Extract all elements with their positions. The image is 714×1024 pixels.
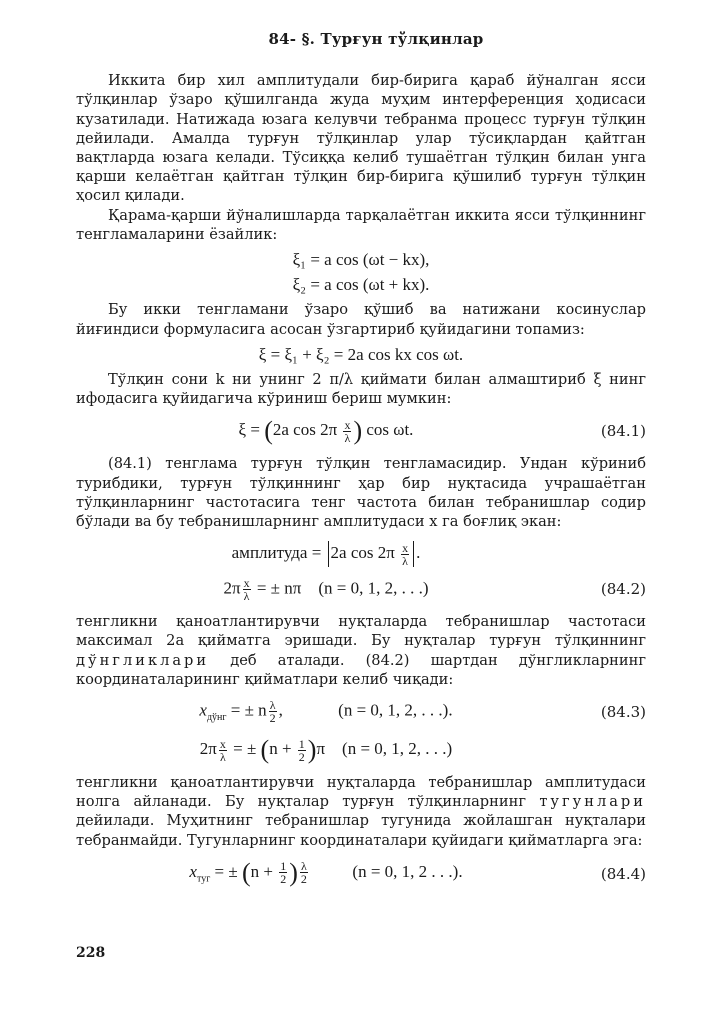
equation-xi2: ξ₂ = a cos (ωt + kx).: [292, 275, 430, 295]
paragraph-antinodes: тенгликни қаноатлантирувчи нуқталарда тебранишлар частотаси максимал 2a қийматга эришади. Бу нуқталар турғун тўлқиннинг дўнгликлари деб аталади. (84.2) шартдан дўнгликларнинг координаталарининг қийматлари келиб чиқади:: [76, 613, 646, 688]
equation-nodes-condition: 2π $\frac{x}{\lambda}$ = ± (n + $\frac{1}{2}$ )π (n = 0, 1, 2, . . .): [199, 735, 453, 765]
equation-number: (84.1): [600, 421, 646, 440]
paragraph-amplitude: (84.1) тенглама турғун тўлқин тенгламасидир. Ундан кўриниб турибдики, турғун тўлқиннинг ҳар бир нуқтасида учрашаётган тўлқинларнинг частотасига тенг частота билан тебранишлар содир бўлади ва бу тебранишларнинг амплитудаси x га боғлиқ экан:: [76, 455, 646, 531]
equation-amplitude: амплитуда = 2a cos 2π $\frac{x}{\lambda}$ .: [231, 540, 421, 568]
fraction: $\frac{\lambda}{2}$: [300, 859, 307, 887]
fraction: $\frac{x}{\lambda}$: [243, 576, 250, 604]
fraction: $\frac{x}{\lambda}$: [344, 417, 351, 445]
equation-84-1: ξ = (2a cos 2π $\frac{x}{\lambda}$ ) cos ωt. (84.1): [238, 416, 646, 446]
paragraph-wavenumber: Тўлқин сони k ни унинг 2 π/λ қиймати билан алмаштириб ξ нинг ифодасига қуйидагича кўриниш бериш мумкин:: [76, 371, 646, 408]
section-heading: 84- §. Турғун тўлқинлар: [268, 30, 484, 48]
paragraph-waves: Қарама-қарши йўналишларда тарқалаётган иккита ясси тўлқиннинг тенгламаларини ёзайлик:: [76, 206, 646, 243]
fraction: $\frac{1}{2}$: [280, 859, 287, 887]
fraction: $\frac{1}{2}$: [298, 736, 305, 764]
equation-number: (84.4): [600, 864, 646, 883]
page-number: 228: [76, 945, 106, 961]
term-nodes: тугунлари: [539, 793, 646, 811]
term-antinodes: дўнгликлари: [76, 651, 210, 669]
paragraph-sum: Бу икки тенгламани ўзаро қўшиб ва натижани косинуслар йиғиндиси формуласига асосан ўзгартириб қуйидагини топамиз:: [76, 301, 646, 338]
equation-sum: ξ = ξ₁ + ξ₂ = 2a cos kx cos ωt.: [258, 344, 464, 364]
equation-84-3: $x_{дўнг}$ = ± n $\frac{\lambda}{2}$ , (n = 0, 1, 2, . . .). (84.3): [199, 698, 646, 726]
equation-84-4: $x_{туг}$ = ± (n + $\frac{1}{2}$ ) $\frac{\lambda}{2}$ (n = 0, 1, 2 . . .). (84.4): [189, 857, 646, 887]
equation-number: (84.2): [600, 580, 646, 599]
paragraph-nodes: тенгликни қаноатлантирувчи нуқталарда тебранишлар амплитудаси нолга айланади. Бу нуқталар турғун тўлқинларнинг тугунлари дейилади. Муҳитнинг тебранишлар тугунида жойлашган нуқталари тебранмайди. Тугунларнинг координаталари қуйидаги қийматларга эга:: [76, 774, 646, 849]
equation-84-2: 2π $\frac{x}{\lambda}$ = ± nπ (n = 0, 1, 2, . . .) (84.2): [223, 576, 646, 604]
fraction: $\frac{\lambda}{2}$: [269, 698, 276, 726]
equation-xi1: ξ₁ = a cos (ωt − kx),: [292, 250, 430, 270]
paragraph-intro: Иккита бир хил амплитудали бир-бирига қараб йўналган ясси тўлқинлар ўзаро қўшилганда жуда муҳим интерференция ҳодисаси кузатилади. Натижада юзага келувчи тебранма процесс турғун тўлқин дейилади. Амалда турғун тўлқинлар улар тўсиқлардан қайтган вақтларда юзага келади. Тўсиққа келиб тушаётган тўлқин билан унга қарши келаётган қайтган тўлқин бир-бирига қўшилиб турғун тўлқин ҳосил қилади.: [76, 72, 646, 205]
fraction: $\frac{x}{\lambda}$: [219, 736, 226, 764]
fraction: $\frac{x}{\lambda}$: [402, 540, 409, 568]
equation-number: (84.3): [600, 703, 646, 722]
